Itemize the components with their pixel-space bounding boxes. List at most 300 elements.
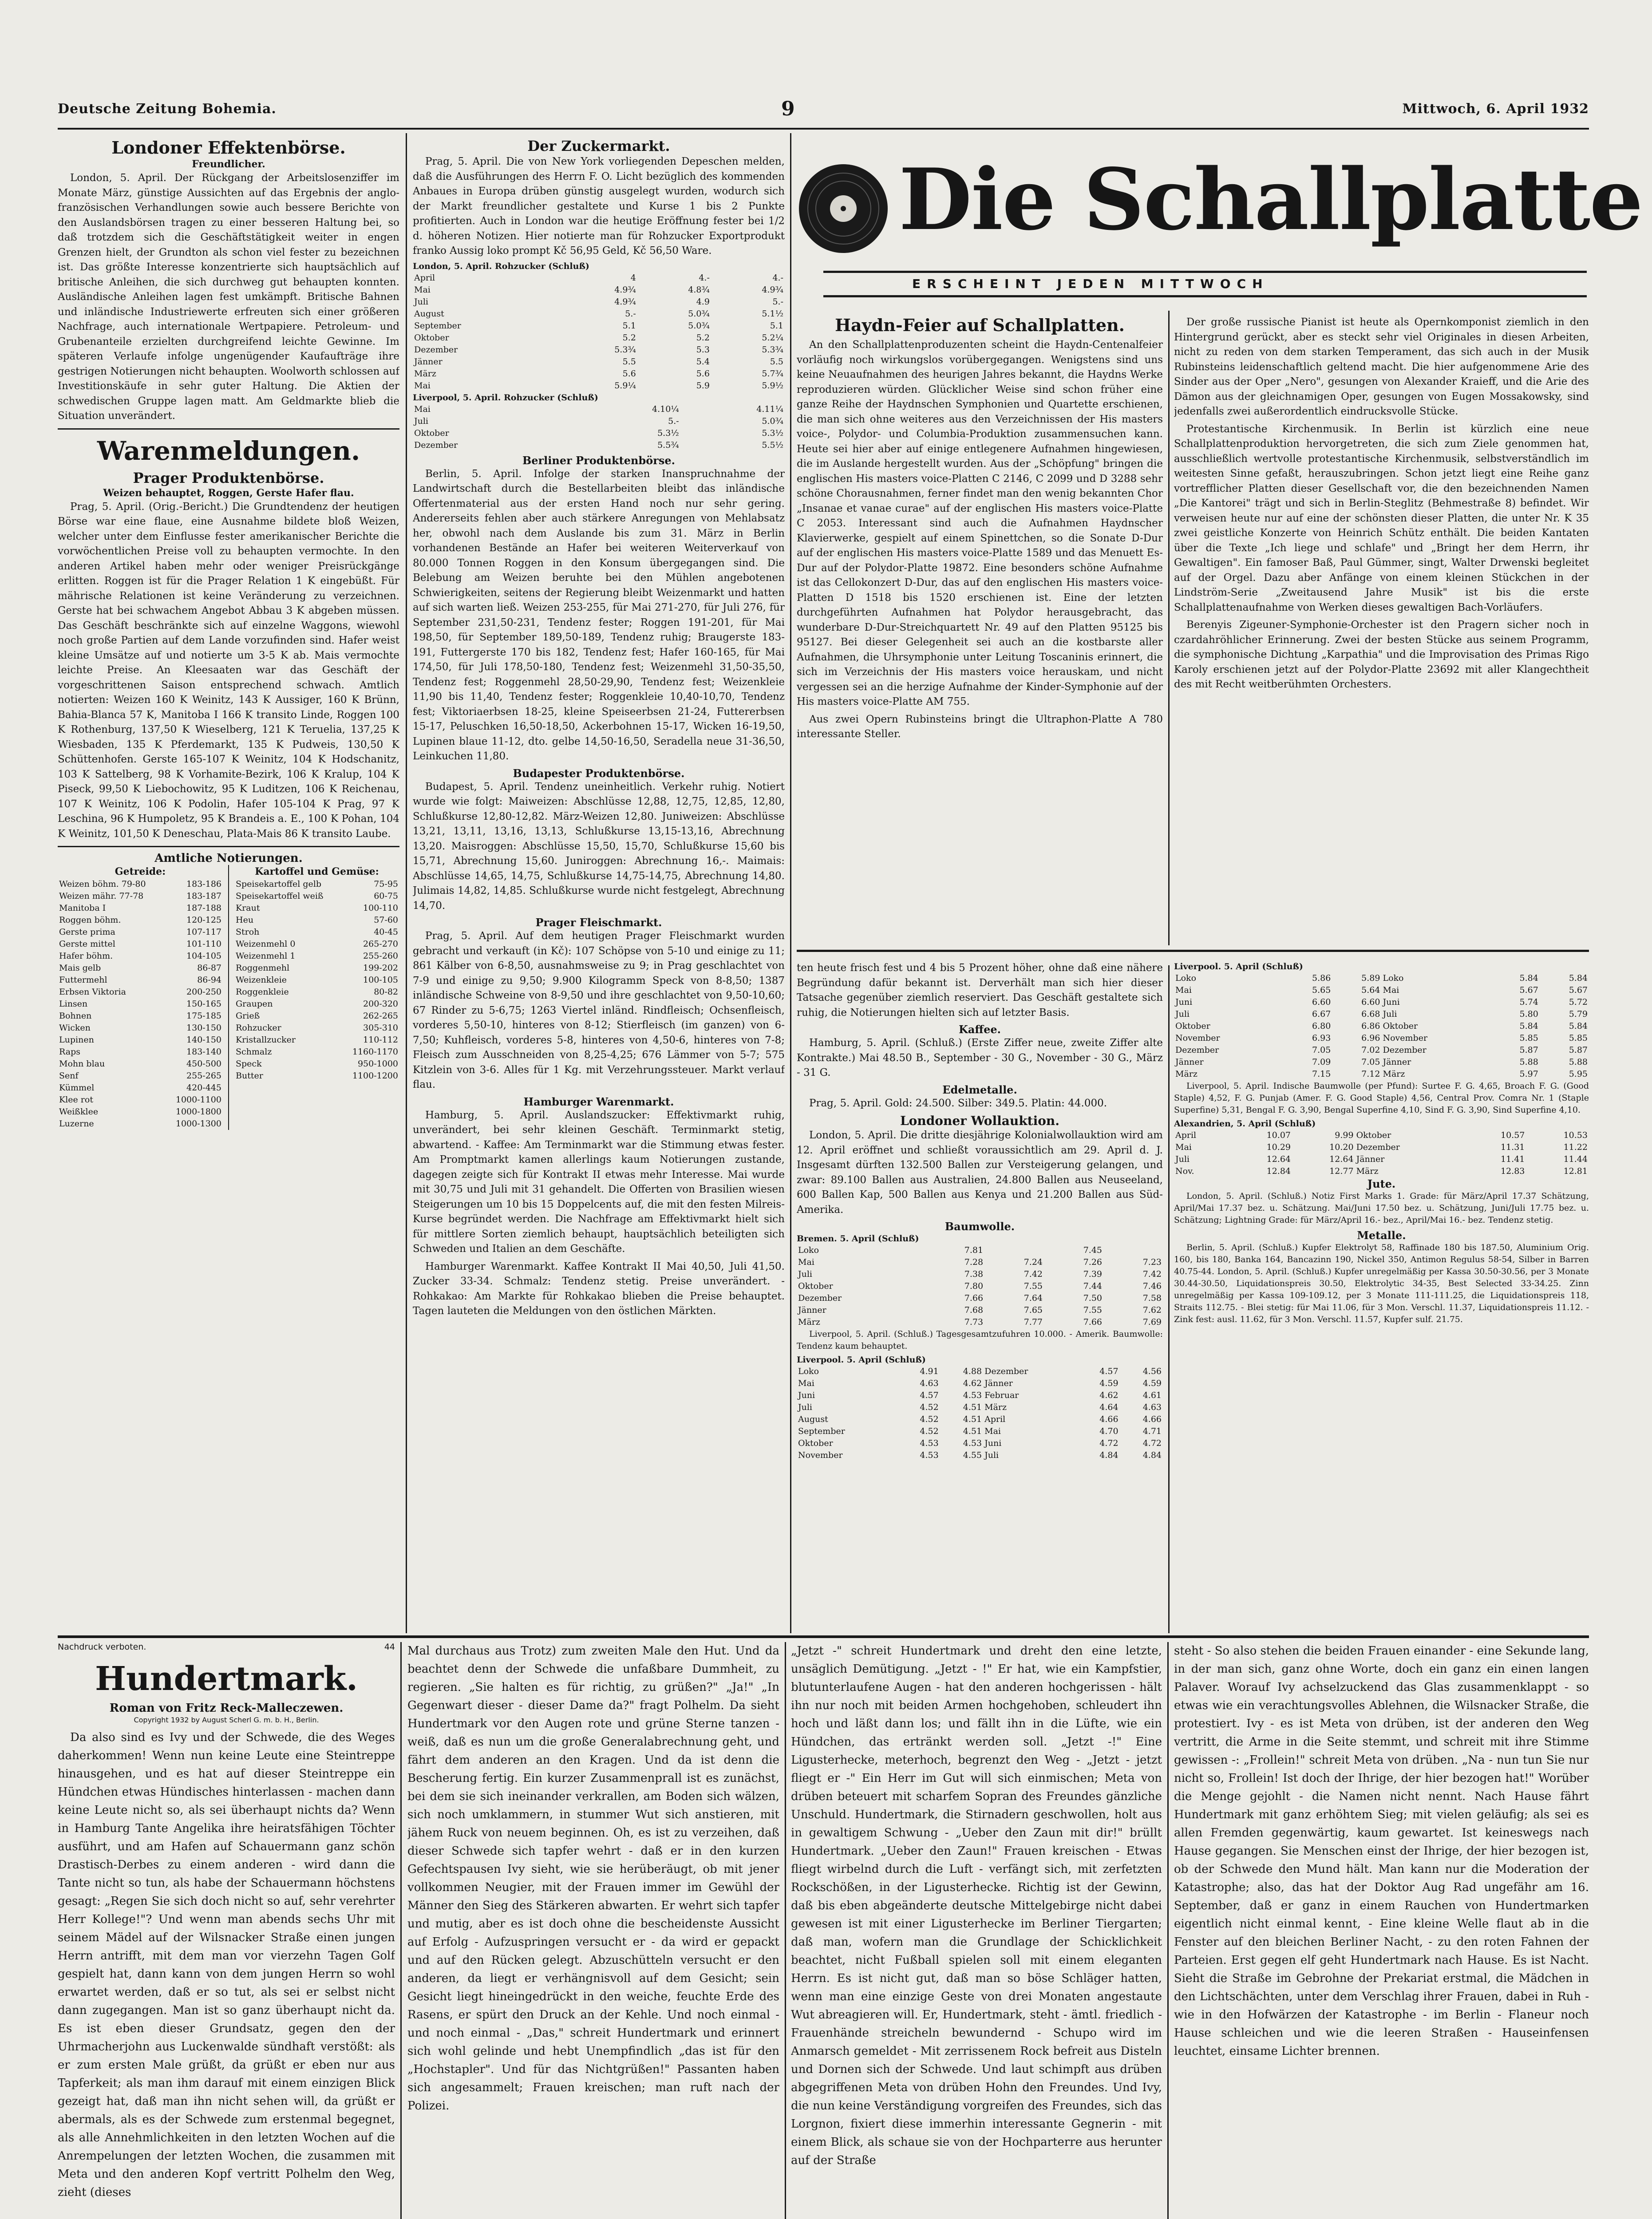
table-row: [1174, 1153, 1589, 1165]
table-cell: 4.52: [920, 1402, 939, 1412]
table-cell: 5.9½: [762, 380, 783, 391]
article-body: [1174, 1190, 1589, 1226]
table-row: [797, 1449, 1163, 1461]
table-cell: 7.26: [1083, 1257, 1102, 1267]
table-row: [58, 890, 223, 902]
table-cell: April: [414, 272, 435, 283]
table-cell: 6.96: [1361, 1033, 1380, 1043]
paragraph: Prag, 5. April. (Orig.-Bericht.) Die Grundtendenz der heutigen Börse war eine flaue, eine Ausnahme bildete bloß Weizen, welcher unter dem Einflusse fester amerikanischer Berichte die vorwöchentlichen Preise voll zu behaupten vermochte. In den anderen Artikel haben mehr oder weniger Preisrückgänge erlitten. Roggen ist für die Prager Relation 1 K eingebüßt. Für mährische Relationen ist keine Veränderung zu verzeichnen. Gerste hat bei schwachem Angebot Abbau 3 K abgeben müssen. Das Geschäft beschränkte sich auf einzelne Waggons, wiewohl noch große Partien auf dem Lande vorzufinden sind. Hafer weist kleine Umsätze auf und notierte um 3-5 K ab. Mais vermochte leichte Preise. An Kleesaaten war das Geschäft der vorgeschrittenen Saison entsprechend schwach. Amtlich notierten: Weizen 160 K Weinitz, 143 K Aussiger, 160 K Brünn, Bahia-Blanca 57 K, Manitoba I 166 K transito Linde, Roggen 100 K Rothenburg, 137,50 K Wieselberg, 121 K Teruelia, 137,25 K Wiesbaden, 135 K Pferdemarkt, 135 K Pudweis, 130,50 K Schüttenhofen. Gerste 165-107 K Weinitz, 104 K Hodschanitz, 103 K Sattelberg, 98 K Vorhamite-Bezirk, 106 K Kralup, 104 K Piseck, 99,50 K Liebochowitz, 95 K Luditzen, 106 K Reichenau, 107 K Weinitz, 106 K Podolin, Hafer 105-104 K Prag, 97 K Leschina, 96 K Humpoletz, 95 K Brandeis a. E., 100 K Pohan, 104 K Weinitz, 101,50 K Deneschau, Plata-Mais 86 K transito Laube.: [58, 501, 399, 840]
table-cell: 4.8¾: [688, 284, 710, 295]
table-cell: Gerste prima: [59, 927, 115, 937]
table-cell: 5.9: [696, 380, 710, 391]
masthead-rule: [823, 295, 1587, 297]
table-row: [797, 1304, 1163, 1316]
table-cell: 183-140: [186, 1047, 221, 1057]
table-cell: Jänner: [1356, 1154, 1385, 1164]
table-cell: 183-186: [186, 879, 221, 889]
table-cell: 7.02: [1361, 1045, 1380, 1055]
section-title: Warenmeldungen.: [97, 435, 360, 466]
table-cell: 5.72: [1569, 997, 1588, 1007]
table-cell: 4.84: [1142, 1450, 1162, 1460]
table-cell: 80-82: [374, 987, 398, 997]
table-cell: 5.84: [1519, 1021, 1538, 1031]
table-cell: 420-445: [186, 1083, 221, 1093]
paragraph: London, 5. April. Der Rückgang der Arbeitslosenziffer im Monate März, günstige Aussichten auf das Ergebnis der anglo-französischen Verhandlungen sowie auch bessere Berichte von den Auslandsbörsen tragen zu einer besseren Haltung bei, so daß trotzdem sich die Geschäftstätigkeit weiter in engen Grenzen hielt, der Grundton als schon viel fester zu bezeichnen ist. Das größte Interesse konzentrierte sich hauptsächlich auf britische Anleihen, die sich durchweg gut behaupten konnten. Ausländische Anleihen lagen fest umkämpft. Britische Bahnen und inländische Industriewerte erfreuten sich einer größeren Nachfrage, auch internationale Wertpapiere. Petroleum- und Grubenanteile erzielten durchgreifend leichte Gewinne. Im späteren Verlaufe infolge ungenügender Kaufaufträge ihre gestrigen Notierungen nicht behaupten. Woolworth schlossen auf Investitionskäufe in sehr guter Haltung. Die Aktien der schwedischen Gruppe lagen matt. Am Geldmarkte blieb die Situation unverändert.: [58, 172, 399, 422]
table-cell: 183-187: [186, 891, 221, 901]
paragraph: Prag, 5. April. Auf dem heutigen Prager Fleischmarkt wurden gebracht und verkauft (in Kč): 107 Schöpse von 5-10 und einige zu 11; 861 Kälber von 6-8,50, ausnahmsweise zu 9; in Prag geschlachtet von 7-9 und einige zu 9,50; 9.900 Kilogramm Speck von 8-8,50; 1387 inländische Schweine von 8-9,50 und ihre geschlachtet von 9,50-10,60; 67 Rinder zu 5-6,75; 1263 Viertel inländ. Rindfleisch; Ochsenfleisch, vorderes 5,50-10, hinteres von 8-12; Stierfleisch (im ganzen) von 6-7,50; Kuhfleisch, vorderes 5-8, hinteres von 4,50-6, hinteres von 7-8; Fleisch zum Ausschneiden von 8,25-4,25; 676 Lämmer von 5-7; 575 Kitzlein von 3-6. Alles für 1 Kg. mit Verzehrungssteuer. Markt verlauf flau.: [413, 930, 785, 1090]
paragraph: Liverpool, 5. April. (Schluß.) Tagesgesamtzufuhren 10.000. - Amerik. Baumwolle: Tendenz kaum behauptet.: [797, 1329, 1163, 1351]
table-cell: 5.5: [622, 356, 636, 367]
table-cell: 60-75: [374, 891, 398, 901]
table-cell: 107-117: [186, 927, 221, 937]
paragraph: „Jetzt -" schreit Hundertmark und dreht den eine letzte, unsäglich Demütigung. „Jetzt - !" Er hat, wie ein Kampfstier, blutunterlaufene Augen - hat den anderen hochgerissen - hält ihn nur noch mit beiden Armen hochgehoben, schleudert ihn hoch und läßt dann los; und fällt ihn in die Lüfte, wie ein Hündchen, das ertränkt werden soll. „Jetzt -!" Eine Ligusterhecke, meterhoch, begrenzt den Weg - „Jetzt - jetzt fliegt er -" Ein Herr im Gut will sich einmischen; Meta von drüben beteuert mit scharfem Sopran des Freundes gänzliche Unschuld. Hundertmark, die Stirnadern geschwollen, holt aus in gewaltigem Schwung - „Ueber den Zaun mit dir!" brüllt Hundertmark. „Ueber den Zaun!" Frauen kreischen - Etwas fliegt wirbelnd durch die Luft - verfängt sich, mit zerfetzten Rockschößen, in der Ligusterhecke. Richtig ist der Gewinn, daß bis eben abgeänderte deutsche Mittelgebirge nicht dabei gewesen ist mit einer Ligusterhecke im Berliner Tiergarten; daß man, wofern man die Grundlage der Schicklichkeit beachtet, nicht Fußball spielen soll mit einem eleganten Herrn. Es ist nicht gut, daß man so böse Schläger hatten, wenn man eine einzige Geste von drei Monaten angestaute Wut abreagieren will. Er, Hundertmark, steht - ämtl. friedlich - Frauenhände streicheln bewundernd - Schupo wird im Anmarsch gemeldet - Mit zerrissenem Rock befreit aus Disteln und Dornen sich der Schwede. Und laut schimpft aus drüben abgegriffenen Meta von drüben Hohn den Freundes. Und Ivy, die nun keine Verständigung vorgreifen des Freundes, sich das Lorgnon, fixiert diese immerhin interessante Gegnerin - mit einem Blick, als schaue sie von der Hochparterre aus herunter auf der Straße: [791, 1644, 1162, 2167]
table-cell: Jänner: [798, 1305, 826, 1315]
table-cell: 6.60: [1312, 997, 1331, 1007]
table-cell: 4.59: [1142, 1378, 1162, 1388]
table-cell: 11.22: [1563, 1142, 1588, 1152]
table-cell: 450-500: [186, 1059, 221, 1069]
table-cell: 10.20: [1329, 1142, 1354, 1152]
table-cell: Roggen böhm.: [59, 915, 121, 925]
column-rule: [785, 1642, 786, 2219]
table-cell: 10.07: [1266, 1130, 1291, 1140]
table-cell: März: [414, 368, 436, 379]
paragraph: Der große russische Pianist ist heute als Opernkomponist ziemlich in den Hintergrund gerückt, aber es steckt sehr viel Originales in diesen Arbeiten, nicht zu reden von dem starken Temperament, das sich auch in der Musik Rubinsteins leidenschaftlich geltend macht. Die hier aufgenommene Arie des Sinder aus der Oper „Nero", gesungen von Alexander Kraieff, und die Arie des Dämon aus der gleichnamigen Oper, gesungen von Eugen Mossakowsky, sind jedenfalls zwei außerordentlich eindrucksvolle Stücke.: [1174, 316, 1589, 417]
table-cell: 7.46: [1142, 1281, 1162, 1291]
table-row: [58, 1034, 223, 1046]
table-cell: 7.68: [964, 1305, 984, 1315]
table-row: [58, 1106, 223, 1118]
table-cell: 7.42: [1142, 1269, 1162, 1279]
table-cell: 75-95: [374, 879, 398, 889]
table-cell: Jänner: [984, 1378, 1013, 1388]
table-row: [58, 1058, 223, 1070]
table-cell: 12.84: [1266, 1166, 1291, 1176]
table-row: [58, 1070, 223, 1082]
table-row: [797, 1425, 1163, 1437]
table-cell: 5.2: [622, 332, 636, 343]
table-cell: 7.55: [1083, 1305, 1102, 1315]
table-cell: 255-265: [186, 1071, 221, 1081]
paragraph: Prag, 5. April. Gold: 24.500. Silber: 349.5. Platin: 44.000.: [809, 1097, 1107, 1109]
table-cell: März: [1383, 1069, 1405, 1079]
article-body: [58, 500, 399, 842]
table-cell: Butter: [236, 1071, 263, 1081]
table-cell: November: [1175, 1033, 1220, 1043]
table-row: [1174, 1020, 1589, 1032]
newspaper-name: Deutsche Zeitung Bohemia.: [58, 101, 277, 117]
table-cell: 7.42: [1024, 1269, 1043, 1279]
table-divider: [228, 865, 229, 1130]
table-cell: 6.60: [1361, 997, 1380, 1007]
table-cell: Manitoba I: [59, 903, 106, 913]
table-cell: 5.3½: [762, 428, 783, 438]
table-cell: 5.88: [1519, 1057, 1538, 1067]
table-cell: Rohzucker: [236, 1023, 281, 1033]
article-title: Londoner Wollauktion.: [900, 1113, 1059, 1128]
table-cell: 7.66: [1083, 1317, 1102, 1327]
table-cell: 5.67: [1519, 985, 1538, 995]
table-cell: 5.84: [1569, 1021, 1588, 1031]
table-cell: Mais gelb: [59, 963, 101, 973]
article-body: [797, 1096, 1163, 1111]
table-cell: Juli: [414, 296, 429, 307]
table-cell: 7.05: [1361, 1057, 1380, 1067]
article-title: Jute.: [1367, 1177, 1396, 1190]
column-schallplatte-1: [797, 315, 1163, 945]
table-cell: 5.6: [696, 368, 710, 379]
table-cell: Juni: [798, 1390, 815, 1400]
column-rule: [790, 133, 791, 1633]
table-cell: 7.73: [964, 1317, 984, 1327]
table-cell: Loko: [1175, 973, 1197, 983]
table-cell: Loko: [798, 1245, 819, 1255]
article-body: [797, 1328, 1163, 1352]
table-cell: 5.97: [1519, 1069, 1538, 1079]
table-cell: 4.66: [1142, 1414, 1162, 1424]
bremen-cotton-table: [797, 1244, 1163, 1328]
table-row: [234, 1070, 399, 1082]
column-rule: [400, 1642, 402, 2219]
column-rule: [406, 133, 407, 1633]
table-cell: 5.1½: [762, 308, 783, 319]
article-title: Prager Fleischmarkt.: [535, 916, 662, 929]
table-row: [234, 998, 399, 1010]
table-row: [413, 415, 785, 427]
feuilleton-column-3: [791, 1642, 1162, 2219]
table-cell: Oktober: [1383, 1021, 1418, 1031]
table-row: [234, 1046, 399, 1058]
table-cell: 5.80: [1519, 1009, 1538, 1019]
quotation-tables: [58, 865, 399, 1130]
table-cell: 5.0¾: [762, 416, 783, 426]
table-cell: Klee rot: [59, 1095, 93, 1105]
table-cell: 4.88: [963, 1366, 982, 1376]
table-cell: 5.-: [625, 308, 636, 319]
article-title: Hamburger Warenmarkt.: [523, 1095, 674, 1108]
column-markets-1: [58, 138, 399, 1633]
table-cell: 10.57: [1501, 1130, 1525, 1140]
table-row: [413, 344, 785, 356]
table-cell: November: [798, 1450, 843, 1460]
produce-table: [234, 878, 399, 1082]
table-cell: 4.-: [699, 272, 710, 283]
table-cell: 7.58: [1142, 1293, 1162, 1303]
sugar-liverpool-table: [413, 403, 785, 451]
table-row: [797, 1437, 1163, 1449]
column-schallplatte-2: [1174, 315, 1589, 945]
table-cell: 7.28: [964, 1257, 984, 1267]
paragraph: Hamburg, 5. April. Auslandszucker: Effektivmarkt ruhig, unverändert, bei sehr kleinen Geschäft. Terminmarkt stetig, abwartend. - Kaffee: Am Terminmarkt war die Stimmung etwas fester. Am Promptmarkt kamen allerlings kaum Notierungen zustande, dagegen zeigte sich für Kontrakt II etwas mehr Interesse. Mai wurde mit 30,75 und Juli mit 31 gehandelt. Die Offerten von Brasilien wiesen Steigerungen um 10 bis 15 Doppelcents auf, die mit den festen Milreis-Kurse begründet werden. Die Nachfrage am Effektivmarkt hielt sich für mittlere Sorten ziemlich behaupt, hauptsächlich beteiligten sich Schweden und Italien an dem Geschäfte.: [413, 1109, 785, 1255]
table-row: [234, 950, 399, 962]
table-title: Bremen. 5. April (Schluß): [797, 1234, 919, 1244]
article-body: [1174, 1080, 1589, 1116]
table-cell: 5.85: [1569, 1033, 1588, 1043]
paragraph: Da also sind es Ivy und der Schwede, die des Weges daherkommen! Wenn nun keine Leute eine Steintreppe hinausgehen, und es hat auf dieser Steintreppe ein Hündchen etwas Hündisches hinterlassen - machen dann keine Leute nicht so, als sei überhaupt nichts da? Wenn in Hamburg Tante Angelika ihre heiratsfähigen Töchter ausführt, und am Hafen auf Schauermann ganz schön Drastisch-Derbes zu einem anderen - wird dann die Tante nicht so tun, als habe der Schauermann höchstens gesagt: „Regen Sie sich doch nicht so auf, sehr verehrter Herr Kollege!"? Und wenn man abends sechs Uhr mit seinem Mädel auf der Wilsnacker Straße einen jungen Herrn antrifft, mit dem man vor vierzehn Tagen Golf gespielt hat, dann kann von dem jungen Herrn so wohl erwartet werden, daß er so tut, als sei er selbst nicht dann zugegangen. Man ist so ganz überhaupt nicht da. Es ist eben dieser Grundsatz, gegen den der Uhrmacherjohn aus Luckenwalde sündhaft verstößt: als er zum ersten Male grüßt, da grüßt er eben nur aus Tapferkeit; als man ihm darauf mit einem einzigen Blick gezeigt hat, daß man ihn nicht sehen will, da grüßt er abermals, als es der Schwede zum erstenmal begegnet, als alle Annehmlichkeiten in den letzten Wochen auf die Anrempelungen der letzten Wochen, die zusammen mit Meta und den anderen Kopf vertritt Polhelm den Weg, zieht (dieses: [58, 1731, 395, 2199]
table-cell: 4.10¼: [652, 404, 679, 414]
feuilleton-column-1: [58, 1642, 395, 2219]
article-title: Metalle.: [1357, 1229, 1406, 1242]
section-rule: [797, 950, 1589, 952]
reprint-notice: Nachdruck verboten.: [58, 1642, 146, 1652]
table-cell: Kümmel: [59, 1083, 95, 1093]
table-cell: 12.77: [1329, 1166, 1354, 1176]
supplement-subtitle: ERSCHEINT JEDEN MITTWOCH: [912, 276, 1269, 291]
table-cell: 5.95: [1569, 1069, 1588, 1079]
paragraph: Protestantische Kirchenmusik. In Berlin ist kürzlich eine neue Schallplattenproduktion hervorgetreten, die sich zum Ziele genommen hat, ausschließlich wertvolle protestantische Kirchenmusik, selbstverständlich im weitesten Sinne gefaßt, herauszubringen. Schon jetzt liegt eine Reihe ganz vortrefflicher Platten dieser Gesellschaft vor, die den bezeichnenden Namen „Die Kantorei" trägt und sich in Berlin-Steglitz (Behmestraße 8) befindet. Wir verweisen heute nur auf eine der schönsten dieser Platten, die unter Nr. K 35 zwei geistliche Konzerte von Heinrich Schütz enthält. Die beiden Kantaten über die Texte „Ich liege und schlafe" und „Bringt her dem Herrn, ihr Gewaltigen". Ein famoser Baß, Paul Gümmer, singt, Walter Drwenski begleitet auf der Orgel. Dazu aber Anfänge von einem kleinen Stückchen in der Lindström-Serie „Zweitausend Jahre Musik" ist bis die erste Schallplattenaufnahme von Werken dieses gewaltigen Bach-Vorläufers.: [1174, 423, 1589, 613]
table-cell: 262-265: [363, 1011, 398, 1021]
table-row: [413, 308, 785, 320]
table-cell: 7.39: [1083, 1269, 1102, 1279]
table-cell: Mai: [414, 284, 431, 295]
table-cell: 255-260: [363, 951, 398, 961]
paragraph: Aus zwei Opern Rubinsteins bringt die Ultraphon-Platte A 780 interessante Steller.: [797, 713, 1163, 740]
table-cell: 7.05: [1312, 1045, 1331, 1055]
table-cell: 5.88: [1569, 1057, 1588, 1067]
table-cell: Kristallzucker: [236, 1035, 296, 1045]
table-cell: 110-112: [363, 1035, 398, 1045]
column-markets-2: [413, 138, 785, 1633]
paragraph: Hamburger Warenmarkt. Kaffee Kontrakt II Mai 40,50, Juli 41,50. Zucker 33-34. Schmalz: Tendenz stetig. Preise unverändert. - Rohkakao: Am Markte für Rohkakao blieben die Preise behauptet. Tagen lauteten die Meldungen von den östlichen Märkten.: [413, 1260, 785, 1317]
table-cell: 4.57: [1099, 1366, 1118, 1376]
table-cell: 1000-1100: [175, 1095, 221, 1105]
table-cell: 4: [630, 272, 636, 283]
table-cell: Schmalz: [236, 1047, 272, 1057]
table-cell: 5.84: [1519, 973, 1538, 983]
paragraph: Hamburg, 5. April. (Schluß.) (Erste Ziffer neue, zweite Ziffer alte Kontrakte.) Mai 48.50 B., September - 30 G., November - 30 G., März - 31 G.: [797, 1037, 1163, 1078]
paragraph: Berlin, 5. April. (Schluß.) Kupfer Elektrolyt 58, Raffinade 180 bis 187.50, Aluminium Orig. 160, bis 180, Banka 164, Bancazinn 190, Nickel 350, Antimon Regulus 58-54, Silber in Barren 40.75-44. London, 5. April. (Schluß.) Kupfer unregelmäßig per Kassa 30.50-30.56, per 3 Monate 30.44-30.50, Liquidationspreis 30.50, Elektrolytic 34-35, Best Selected 33-34.25. Zinn unregelmäßig per Kassa 109-109.12, per 3 Monate 111-111.25, die Liquidationspreis 118, Straits 112.75. - Blei stetig: für Mai 11.06, für 3 Mon. Verschl. 11.37, Liquidationspreis 11.12. - Zink fest: ausl. 11.62, für 3 Mon. Verschl. 11.57, Kupfer sulf. 21.75.: [1174, 1243, 1589, 1324]
table-cell: Mai: [1383, 985, 1399, 995]
table-cell: 175-185: [186, 1011, 221, 1021]
table-cell: 140-150: [186, 1035, 221, 1045]
table-row: [58, 914, 223, 926]
table-row: [58, 926, 223, 938]
table-cell: 4.53: [920, 1450, 939, 1460]
table-cell: Dezember: [1175, 1045, 1219, 1055]
article-title: Edelmetalle.: [942, 1083, 1017, 1096]
table-cell: 4.51: [963, 1426, 982, 1436]
table-cell: 4.62: [1099, 1390, 1118, 1400]
table-cell: 5.85: [1519, 1033, 1538, 1043]
table-cell: 5.3¾: [762, 344, 783, 355]
table-row: [797, 1280, 1163, 1292]
table-cell: 12.64: [1266, 1154, 1291, 1164]
table-cell: 5.4: [696, 356, 710, 367]
article-body: [797, 1128, 1163, 1217]
article-title: Londoner Effektenbörse.: [111, 138, 346, 158]
feuilleton-rule: [58, 1635, 1589, 1638]
table-row: [413, 356, 785, 368]
column-rule: [1168, 965, 1170, 1633]
table-row: [1174, 1056, 1589, 1068]
table-cell: 6.68: [1361, 1009, 1380, 1019]
table-cell: 4.62: [963, 1378, 982, 1388]
article-body: [797, 961, 1163, 1020]
table-row: [58, 878, 223, 890]
table-cell: 4.63: [920, 1378, 939, 1388]
table-cell: 265-270: [363, 939, 398, 949]
table-cell: Oktober: [414, 428, 449, 438]
table-row: [1174, 996, 1589, 1008]
table-cell: 7.66: [964, 1293, 984, 1303]
table-cell: Roggenmehl: [236, 963, 290, 973]
table-row: [234, 1010, 399, 1022]
table-cell: 4.70: [1099, 1426, 1118, 1436]
table-row: [234, 878, 399, 890]
table-cell: 100-105: [363, 975, 398, 985]
table-row: [797, 1390, 1163, 1402]
table-row: [413, 332, 785, 344]
table-cell: 7.12: [1361, 1069, 1380, 1079]
table-row: [58, 1022, 223, 1034]
table-cell: Jänner: [1175, 1057, 1204, 1067]
table-row: [234, 902, 399, 914]
article-body: [1174, 315, 1589, 692]
table-cell: Mai: [798, 1378, 814, 1388]
table-cell: Stroh: [236, 927, 260, 937]
table-cell: Oktober: [1175, 1021, 1210, 1031]
table-cell: Jänner: [1383, 1057, 1411, 1067]
copyright-line: Copyright 1932 by August Scherl G. m. b. H., Berlin.: [134, 1716, 319, 1724]
article-body: [413, 154, 785, 259]
table-cell: Dezember: [414, 440, 458, 450]
table-cell: 5.65: [1312, 985, 1331, 995]
table-cell: Weizen mähr. 77-78: [59, 891, 144, 901]
table-cell: Nov.: [1175, 1166, 1194, 1176]
installment-number: 44: [384, 1642, 395, 1652]
supplement-title: Die Schallplatte: [899, 150, 1643, 249]
table-cell: [984, 1244, 1044, 1256]
table-cell: 4.9¾: [614, 284, 636, 295]
table-row: [797, 1402, 1163, 1414]
table-cell: 11.44: [1563, 1154, 1588, 1164]
table-row: [797, 1256, 1163, 1268]
paragraph: Berlin, 5. April. Infolge der starken Inanspruchnahme der Landwirtschaft durch die Bestellarbeiten bleibt das inländische Offertenmaterial aus der ersten Hand noch nur sehr gering. Andererseits fehlen aber auch stärkere Anregungen von Mehlabsatz her, obwohl nach dem Auslande bis zum 31. März in Berlin vorhandenen Bestände an Hafer bei weiteren Weiterverkauf von 80.000 Tonnen Roggen in den Konsum übergegangen sind. Die Belebung am Weizen beruhte bei den Mühlen angebotenen Schwierigkeiten, seitens der Regierung bleibt Weizenmarkt und hatten auf sich warten ließ. Weizen 253-255, für Mai 271-270, für Juli 276, für September 231,50-231, Tendenz fester; Roggen 191-201, für Mai 198,50, für September 189,50-189, Tendenz ruhig; Braugerste 183-191, Futtergerste 170 bis 182, Tendenz fest; Hafer 160-165, für Mai 174,50, für Juli 178,50-180, Tendenz fest; Weizenmehl 31,50-35,50, Tendenz fest; Roggenmehl 28,50-29,90, Tendenz fest; Weizenkleie 11,90 bis 11,40, Tendenz fester; Roggenkleie 10,40-10,70, Tendenz fest; Viktoriaerbsen 18-25, kleine Speiseerbsen 21-24, Futtererbsen 15-17, Peluschken 16,50-18,50, Ackerbohnen 15-17, Wicken 16-19,50, Lupinen blaue 11-12, dto. gelbe 14,50-16,50, Seradella neue 31-36,50, Leinkuchen 11,80.: [413, 468, 785, 762]
article-body: [413, 780, 785, 914]
table-cell: 5.2: [696, 332, 710, 343]
table-cell: 4.52: [920, 1426, 939, 1436]
table-cell: Mai: [414, 380, 431, 391]
table-cell: April: [1175, 1130, 1197, 1140]
table-title: London, 5. April. Rohzucker (Schluß): [413, 261, 589, 271]
article-title: Der Zuckermarkt.: [527, 138, 670, 154]
table-cell: 4.72: [1099, 1438, 1118, 1448]
table-row: [234, 1058, 399, 1070]
table-row: [234, 986, 399, 998]
novel-text: [1174, 1642, 1589, 2219]
table-row: [234, 1034, 399, 1046]
table-cell: 4.9¾: [762, 284, 783, 295]
table-row: [413, 439, 785, 451]
article-body: [413, 467, 785, 764]
table-cell: 7.38: [964, 1269, 984, 1279]
table-row: [797, 1292, 1163, 1304]
table-row: [797, 1244, 1163, 1256]
feuilleton-column-4: [1174, 1642, 1589, 2219]
table-cell: 4.9: [696, 296, 710, 307]
table-cell: Juli: [1383, 1009, 1397, 1019]
table-cell: 57-60: [374, 915, 398, 925]
article-subtitle: Freundlicher.: [192, 158, 265, 170]
table-cell: 5.2¼: [762, 332, 783, 343]
table-title: Getreide:: [115, 866, 166, 877]
table-cell: Juli: [798, 1402, 813, 1412]
table-cell: Speisekartoffel weiß: [236, 891, 324, 901]
table-cell: 7.23: [1142, 1257, 1162, 1267]
table-cell: Juni: [1175, 997, 1193, 1007]
table-cell: 5.3½: [657, 428, 679, 438]
section-rule: [58, 428, 399, 430]
table-cell: 104-105: [186, 951, 221, 961]
table-cell: 4.53: [920, 1438, 939, 1448]
table-cell: 4.51: [963, 1402, 982, 1412]
table-cell: 86-87: [197, 963, 221, 973]
table-title: Liverpool. 5. April (Schluß): [1174, 962, 1303, 971]
table-cell: 7.50: [1083, 1293, 1102, 1303]
table-cell: 100-110: [363, 903, 398, 913]
table-row: [234, 926, 399, 938]
gramophone-record-icon: [797, 162, 890, 255]
feuilleton-column-2: [407, 1642, 779, 2219]
table-cell: Mai: [798, 1257, 814, 1267]
table-cell: Februar: [984, 1390, 1019, 1400]
masthead-rule: [823, 271, 1587, 273]
table-cell: 7.80: [964, 1281, 984, 1291]
table-cell: 4.63: [1142, 1402, 1162, 1412]
table-row: [1174, 1008, 1589, 1020]
table-cell: Mai: [1175, 985, 1192, 995]
table-cell: 5.7¾: [762, 368, 783, 379]
table-cell: 120-125: [186, 915, 221, 925]
table-cell: 4.55: [963, 1450, 982, 1460]
table-row: [58, 974, 223, 986]
table-cell: Hafer böhm.: [59, 951, 113, 961]
novel-text: [791, 1642, 1162, 2170]
table-row: [413, 380, 785, 392]
table-cell: 5.5½: [762, 440, 783, 450]
table-cell: 1000-1300: [175, 1119, 221, 1129]
table-cell: Juli: [984, 1450, 999, 1460]
article-title: Haydn-Feier auf Schallplatten.: [835, 315, 1125, 335]
alexandria-table: [1174, 1129, 1589, 1177]
article-body: [58, 171, 399, 424]
table-cell: 187-188: [186, 903, 221, 913]
table-cell: 5.1: [770, 320, 783, 331]
table-cell: Dezember: [984, 1366, 1028, 1376]
table-cell: 6.67: [1312, 1009, 1331, 1019]
table-cell: 199-202: [363, 963, 398, 973]
article-body: [1174, 1242, 1589, 1326]
article-title: Amtliche Notierungen.: [154, 852, 303, 865]
table-row: [797, 1316, 1163, 1328]
table-cell: Dezember: [1383, 1045, 1427, 1055]
table-cell: 4.52: [920, 1414, 939, 1424]
table-cell: 5.3¾: [614, 344, 636, 355]
table-cell: 4.53: [963, 1438, 982, 1448]
table-cell: 200-320: [363, 999, 398, 1009]
table-row: [413, 272, 785, 284]
table-cell: 4.64: [1099, 1402, 1118, 1412]
table-cell: Weizenmehl 1: [236, 951, 296, 961]
table-cell: Dezember: [414, 344, 458, 355]
table-cell: Grieß: [236, 1011, 260, 1021]
table-cell: 4.66: [1099, 1414, 1118, 1424]
table-cell: 4.56: [1142, 1366, 1162, 1376]
table-cell: 5.74: [1519, 997, 1538, 1007]
table-cell: Mai: [414, 404, 431, 414]
table-cell: Kraut: [236, 903, 260, 913]
article-title: Berliner Produktenbörse.: [522, 454, 676, 467]
